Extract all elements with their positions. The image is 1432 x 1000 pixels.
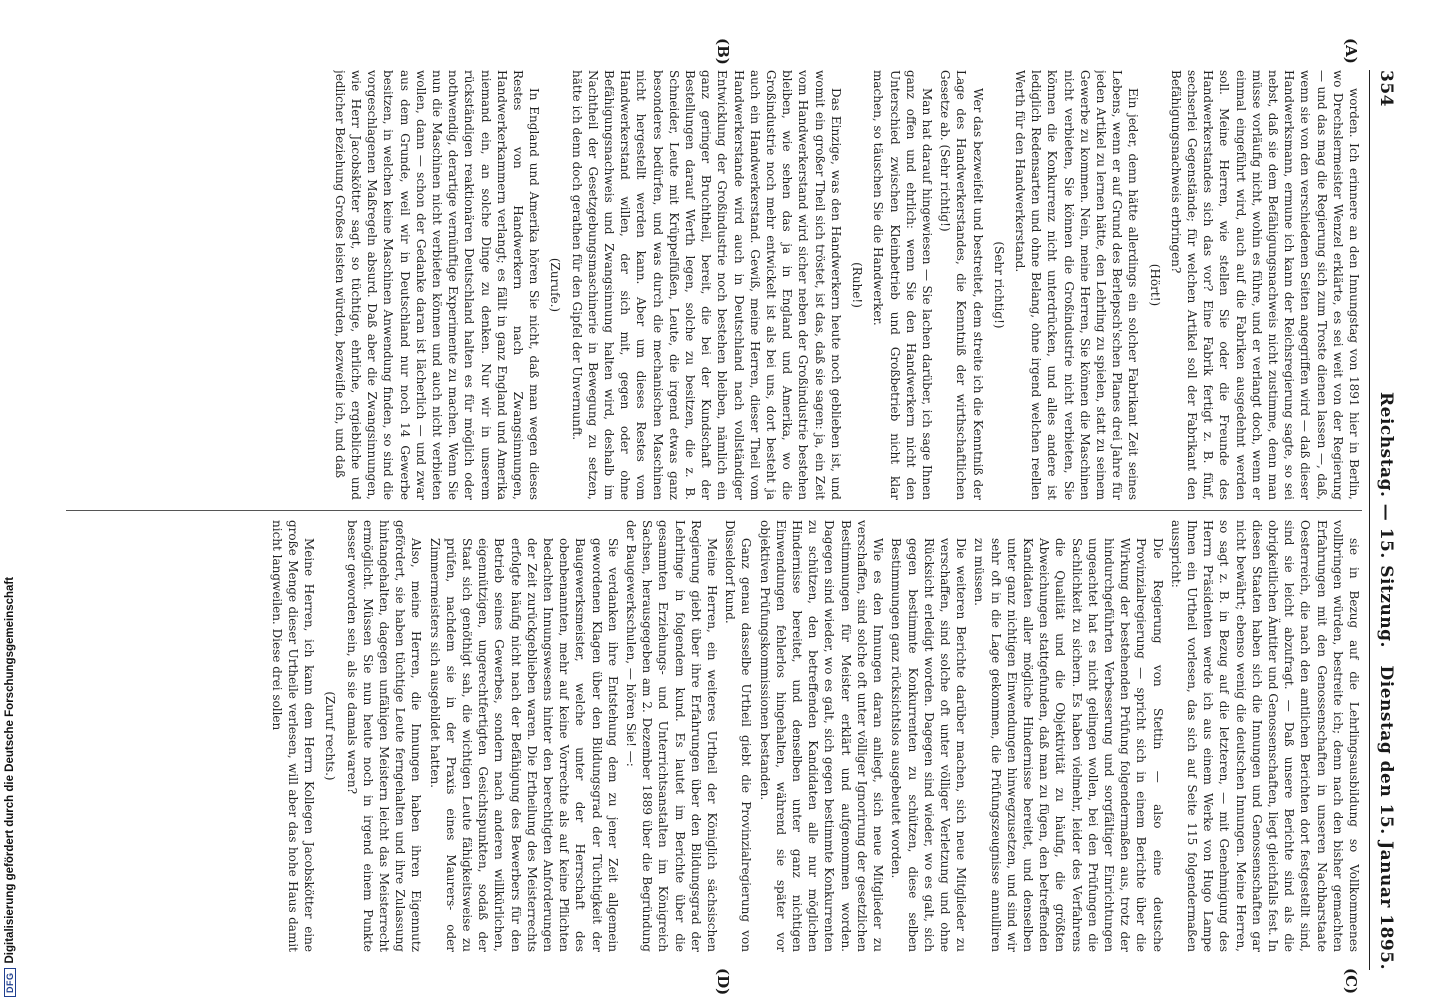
right-column-paragraph: Meine Herren, ein weiteres Urtheil der Königlich sächsischen Regierung giebt über ihre Erfahrungen über den Bildungsgrad der Lehrlinge in folgendem kund. Es lautet im Berichte über die gesammten Erziehungs- und Unterrichtsanstalten im Königreich Sachsen, herausgegeben am 2. Dezember 1889 über die Begründung der Baugewerkschulen, — hören Sie! —: xyxy=(624,520,720,952)
left-column-paragraph: In England und Amerika hören Sie nicht, daß man wegen dieses Restes von Handwerkern nach Zwangsinnungen, Handwerkerkammern verlangt; es fällt in ganz England und Amerika niemand ein, an solche Dinge zu denken. Nur wir in unserem rückständigen reaktionären Deutschland halten es für möglich oder nothwendig, derartige vernünftige Experimente zu machen. Wenn Sie nun die Maschinen nicht verbieten können und auch nicht verbieten wollen, dann — schon der Gedanke daran ist lächerlich — und zwar aus dem Grunde, weil wir in Deutschland nur noch 14 Gewerbe besitzen, in welchen keine Maschinen Anwendung finden, so sind die vorgeschlagenen Maßregeln absurd. Daß aber die Zwangsinnungen, wie Herr Jacobskötter sagt, so tüchtige, ehrliche, ergiebliche und jedlicher Beziehung Großes leisten würden, bezweifle ich, und daß xyxy=(332,70,542,500)
left-column-paragraph: (Ruhe!) xyxy=(850,262,865,308)
left-column-paragraph: (Sehr richtig!) xyxy=(991,241,1006,329)
digitization-credit xyxy=(3,0,17,997)
left-column-paragraph: (Hört!) xyxy=(1147,263,1162,307)
right-column-paragraph: Wie es den Innungen daran anliegt, sich neue Mitglieder zu verschaffen, sind solche oft unter völliger Ignorirung der gesetzlichen Bestimmungen für Meister erklärt und aufgenommen worden. Dagegen sind wieder, wo es galt, sich gegen bestimmte Konkurrenten zu schützen, den betreffenden Kandidaten alle nur möglichen Hindernisse bereitet, und denselben unter ganz nichtigen Einwendungen fehlerlos hingehalten, während sie später vor objektiven Prüfungskommissionen bestanden. xyxy=(757,520,886,952)
column-divider xyxy=(66,510,1362,511)
margin-letter-d: (D) xyxy=(714,968,732,996)
page-number: 354 xyxy=(1376,70,1396,107)
right-column-paragraph: Die Regierung von Stettin — also eine deutsche Provinzialregierung — spricht sich in einem Berichte über die Wirkung der bestehenden Prüfung folgendermaßen aus, trotz der hindurchgeführten Verbesserung und sorgfältiger Einrichtungen ungeachtet hat es nicht gelingen wollen, bei den Prüfungen die Sachlichkeit zu sichern. Es haben vielmehr, leider des Verfahrens die Qualität und die Objektivität zu häufig, die größten Abweichungen stattgefunden, daß man zu fügen, den betreffenden Kandidaten aller mögliche Hindernisse bereitet, und denselben unter ganz nichtigen Einwendungen hinwegzusetzen, und sind wir sehr oft in die Lage gekommen, die Prüfungszeugnisse annulliren zu müssen. xyxy=(972,538,1165,952)
left-column-paragraph: worden. Ich erinnere an den Innungstag von 1891 hier in Berlin, wo Drechslermeister Wenzel erklärte, es sei weit von der Regierung — und das mag die Regierung sich zum Troste dienen lassen —, daß, wenn sie von den verschiedenen Seiten angegriffen wird — daß dieser Handwerksmann, ermune ich kann der Reichsregierung sagte, so sei nebst, daß sie dem Befähigungsnachweis nicht zustimme, denn man müsse vorläufig nicht, wohin es führe, und er verlangt doch, wenn er einmal eingeführt wird, auch auf die Fabriken ausgedehnt werden soll. Meine Herren, wie stellen Sie oder die Freunde des Handwerkerstandes sich das vor? Eine Fabrik fertigt z. B. fünf, sechserlei Gegenstände; für welchen Artikel soll der Fabrikant den Befähigungsnachweis erbringen? xyxy=(1168,70,1361,500)
right-column-paragraph: Also, meine Herren, die Innungen haben ihren Eigennutz gefördert, sie haben tüchtige Leute ferngehalten und ihre Zulassung hintangehalten, dagegen unfähigen Meistern leicht das Meisterrecht ermöglicht. Müssen Sie nun heute noch in irgend einem Punkte besser geworden sein, als sie damals waren? xyxy=(344,520,424,952)
margin-letter-c: (C) xyxy=(1342,968,1360,995)
margin-letter-b: (B) xyxy=(714,38,732,65)
left-column-paragraph: Wer das bezweifelt und bestreitet, dem streite ich die Kenntniß der Lage des Handwerkerstandes, die Kenntniß der wirthschaftlichen Gesetze ab. (Sehr richtig!) xyxy=(938,70,985,500)
page-title: Reichstag. — 15. Sitzung. xyxy=(1376,392,1396,648)
right-column-paragraph: Meine Herren, ich kann dem Herrn Kollegen Jacobskötter eine große Menge dieser Urtheile verlesen, will aber das hohe Haus damit nicht langweilen. Diese drei sollen xyxy=(269,520,317,952)
header-rule xyxy=(1369,70,1370,970)
right-column-paragraph: Die weiteren Berichte darüber machen, sich neue Mitglieder zu verschaffen, sind solche oft unter völliger Verletzung und ohne Rücksicht erledigt worden. Dagegen sind wieder, wo es galt, sich gegen bestimmte Konkurrenten zu schützen, diese selben Bestimmungen ganz rücksichtslos ausgebeutet worden. xyxy=(889,538,969,952)
left-column-paragraph: Ein jeder, denn hätte allerdings ein solcher Fabrikant Zeit seines Lebens, wenn er auf Grund des Berlepsch'schen Planes drei Jahre für jeden Artikel zu lernen hätte, den Lehrling zu spielen, statt zu seinem Gewerbe zu kommen. Nein, meine Herren, Sie können die Maschinen nicht verbieten, Sie können die Großindustrie nicht verbieten, Sie können die Konkurrenz nicht unterdrücken, und alles andere ist lediglich Redensarten und ohne Belang, ohne irgend welchen reellen Werth für den Handwerkerstand. xyxy=(1012,70,1141,500)
left-text-column xyxy=(66,70,1362,500)
session-date: Dienstag den 15. Januar 1895. xyxy=(1376,665,1396,970)
left-column-paragraph: Man hat darauf hingewiesen — Sie lachen darüber, ich sage Ihnen ganz offen und ehrlich: wenn Sie den Handwerkern nicht den Unterschied zwischen Kleinbetrieb und Großbetrieb nicht klar machen, so täuschen Sie die Handwerker. xyxy=(871,70,934,500)
right-column-paragraph: (Zuruf rechts.) xyxy=(323,691,338,781)
right-column-paragraph: sie in Bezug auf die Lehrlingsausbildung so Vollkommenes vollbringen würden, bestreite ich; denn nach den bisher gemachten Erfahrungen mit den Genossenschaften in unseren Nachbarstaate Oesterreich, die nach den amtlichen Berichten dort festgestellt sind, sind sie leicht abzufragt. — Daß unsere Berichte sind als die obrigkeitlichen Ämtiter und Genossenschaften, liegt gleichfalls fest. In diesen Staaten haben sich die Innungen und Genossenschaften gar nicht bewährt; ebenso wenig die deutschen Innungen. Meine Herren, so sagt z. B. in Bezug auf die letzteren, — mit Genehmigung des Herrn Präsidenten werde ich aus einem Werke von Hugo Lampe Ihnen ein Urtheil vorlesen, das sich auf Seite 115 folgendermaßen ausspricht: xyxy=(1168,520,1361,952)
right-column-paragraph: Sie verdanken ihre Entstehung dem zu jener Zeit allgemein gewordenen Klagen über den Bildungsgrad der Tüchtigkeit der Baugewerksmeister, welche unter der Herrschaft des obenbenannten, mehr auf keine Vorrechte als auf keine Pflichten bedachten Innungswesens hinter den berechtigten Anforderungen der Zeit zurückgeblieben waren. Die Ertheilung des Meisterrechts erfolgte häufig nicht nach der Befähigung des Bewerbers für den Betrieb seines Gewerbes, sondern nach anderen willkürlichen, eigennützigen, ungerechtfertigten Gesichtspunkten, sodaß der Staat sich genöthigt sah, die wichtigen Leute fähigkeitsweise zu prüfen, nachdem sie in der Praxis eines Maurers- oder Zimmermeisters sich ausgebildet hatten. xyxy=(427,538,620,952)
running-head xyxy=(1370,70,1400,970)
margin-letter-a: (A) xyxy=(1342,38,1360,64)
digitization-credit-strip xyxy=(0,0,20,1000)
right-column-paragraph: Ganz genau dasselbe Urtheil giebt die Provinzialregierung von Düsseldorf kund. xyxy=(723,520,754,952)
right-text-column xyxy=(66,520,1362,952)
dfg-logo-icon: DFG xyxy=(4,969,16,998)
left-column-paragraph: (Zurufe.) xyxy=(548,257,563,313)
left-column-paragraph: Das Einzige, was den Handwerkern heute noch geblieben ist, und womit ein großer Theil sich tröstet, ist das, daß sie sagen: ja, ein Zeit vom Handwerkerstand wird sicher neben der Großindustrie bestehen bleiben, wie sehen das ja in England und Amerika, wo die Großindustrie noch mehr entwickelt ist als bei uns, dort besteht ja auch ein Handwerkerstand. Gewiß, meine Herren, dieser Theil vom Handwerkerstande wird auch in Deutschland nach vollständiger Entwicklung der Großindustrie noch bestehen bleiben, nämlich ein ganz geringer Bruchtheil, bereit, die bei der Kundschaft der Bestellungen darauf Werth legen, solche zu besitzen, die z. B. Schneider, Leute mit Krüppelfüßen, Leute, die irgend etwas ganz besonderes bedürfen, und was durch die mechanischen Maschinen nicht hergestellt werden kann. Aber um dieses Restes vom Handwerkerstand willen, der sich mit, gegen oder ohne Befähigungsnachweis und Zwangsinnung halten wird, deshalb im Nachtheil der Gesetzgebungsmaschinerie in Bewegung zu setzen, hätte ich denn doch gerathen für den Gipfel der Unvernunft. xyxy=(569,70,843,500)
digitization-credit-text: Digitalisierung gefördert durch die Deutsche Forschungsgemeinschaft xyxy=(4,576,16,964)
